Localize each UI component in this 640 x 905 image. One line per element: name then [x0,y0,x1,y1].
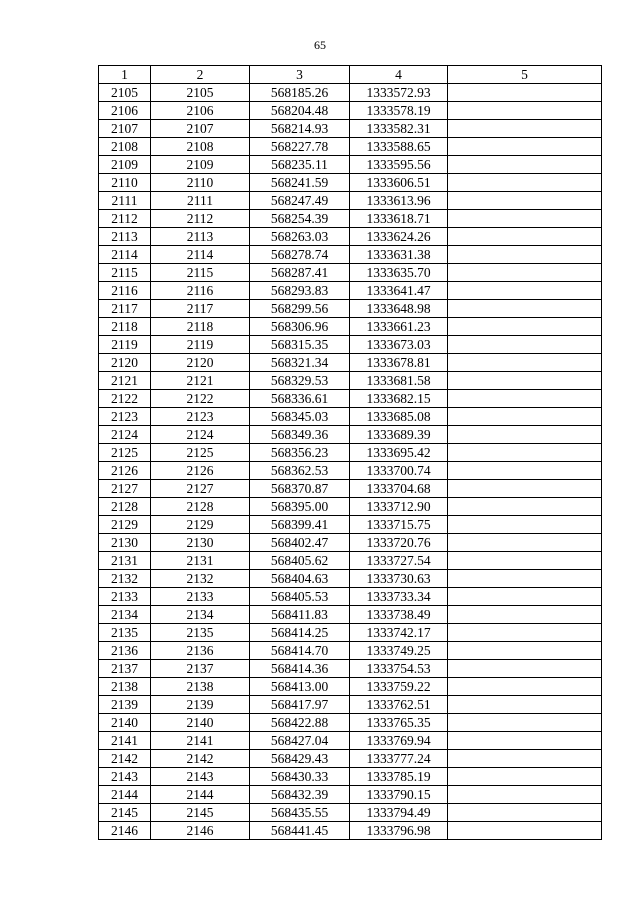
table-cell [448,822,602,840]
table-cell [448,282,602,300]
table-row [99,498,602,516]
table-cell: 2124 [99,426,151,444]
table-cell: 2134 [99,606,151,624]
table-cell: 568405.53 [250,588,350,606]
table-cell: 2121 [99,372,151,390]
table-row [99,462,602,480]
table-cell: 2131 [151,552,250,570]
column-header: 5 [448,66,602,84]
table-cell [448,570,602,588]
table-cell: 1333613.96 [350,192,448,210]
table-cell: 2131 [99,552,151,570]
table-cell [448,372,602,390]
table-cell: 2113 [99,228,151,246]
table-cell: 568356.23 [250,444,350,462]
table-cell: 1333572.93 [350,84,448,102]
table-cell: 568336.61 [250,390,350,408]
table-cell [448,750,602,768]
table-cell: 1333606.51 [350,174,448,192]
table-row [99,570,602,588]
table-cell: 1333648.98 [350,300,448,318]
table-cell: 2146 [151,822,250,840]
table-cell: 568235.11 [250,156,350,174]
table-cell: 1333685.08 [350,408,448,426]
table-cell [448,354,602,372]
table-cell: 1333673.03 [350,336,448,354]
table-cell: 2111 [151,192,250,210]
table-cell: 2141 [99,732,151,750]
table-cell: 1333762.51 [350,696,448,714]
table-row [99,300,602,318]
table-cell [448,768,602,786]
table-row [99,822,602,840]
table-cell: 1333754.53 [350,660,448,678]
table-cell: 2106 [151,102,250,120]
table-cell: 2129 [151,516,250,534]
table-cell: 1333595.56 [350,156,448,174]
table-cell: 2110 [151,174,250,192]
table-cell: 1333715.75 [350,516,448,534]
table-cell: 568349.36 [250,426,350,444]
table-cell [448,408,602,426]
table-cell: 2146 [99,822,151,840]
table-row [99,84,602,102]
table-cell [448,156,602,174]
table-row [99,696,602,714]
table-cell: 568414.25 [250,624,350,642]
table-cell: 1333635.70 [350,264,448,282]
column-header: 1 [99,66,151,84]
table-row [99,246,602,264]
table-row [99,354,602,372]
table-cell: 2140 [99,714,151,732]
table-cell: 568395.00 [250,498,350,516]
table-cell: 2125 [99,444,151,462]
table-cell: 2125 [151,444,250,462]
table-cell: 1333727.54 [350,552,448,570]
table-cell [448,138,602,156]
table-cell: 1333790.15 [350,786,448,804]
table-row [99,102,602,120]
table-cell: 2113 [151,228,250,246]
table-cell: 2105 [151,84,250,102]
column-header: 2 [151,66,250,84]
table-cell: 2127 [151,480,250,498]
table-cell: 2117 [99,300,151,318]
table-cell: 568362.53 [250,462,350,480]
table-cell: 568430.33 [250,768,350,786]
table-cell: 2119 [151,336,250,354]
table-cell [448,696,602,714]
table-cell: 2109 [151,156,250,174]
table-cell: 2143 [99,768,151,786]
table-cell: 2112 [99,210,151,228]
table-cell: 1333796.98 [350,822,448,840]
table-cell: 1333733.34 [350,588,448,606]
table-cell: 568435.55 [250,804,350,822]
table-cell: 1333578.19 [350,102,448,120]
table-cell [448,534,602,552]
table-cell: 1333720.76 [350,534,448,552]
table-cell: 2123 [151,408,250,426]
table-cell: 1333681.58 [350,372,448,390]
table-cell: 1333618.71 [350,210,448,228]
table-cell: 568204.48 [250,102,350,120]
table-cell [448,300,602,318]
table-cell: 1333678.81 [350,354,448,372]
table-cell: 1333624.26 [350,228,448,246]
table-row [99,642,602,660]
table-cell: 568306.96 [250,318,350,336]
table-row [99,138,602,156]
table-cell: 2135 [99,624,151,642]
table-cell: 568263.03 [250,228,350,246]
table-cell: 2139 [151,696,250,714]
table-cell [448,462,602,480]
table-row [99,768,602,786]
table-row [99,408,602,426]
table-cell [448,678,602,696]
table-cell: 2114 [151,246,250,264]
table-cell: 2142 [99,750,151,768]
table-cell [448,426,602,444]
table-cell: 2110 [99,174,151,192]
table-cell: 1333682.15 [350,390,448,408]
table-cell: 1333738.49 [350,606,448,624]
table-cell [448,246,602,264]
table-cell: 568247.49 [250,192,350,210]
table-cell [448,84,602,102]
table-cell: 2124 [151,426,250,444]
table-row [99,606,602,624]
table-cell: 2126 [99,462,151,480]
table-row [99,336,602,354]
table-cell: 2108 [99,138,151,156]
table-cell [448,444,602,462]
table-row [99,660,602,678]
table-cell: 568293.83 [250,282,350,300]
table-cell: 1333769.94 [350,732,448,750]
table-cell: 568241.59 [250,174,350,192]
table-cell: 568414.70 [250,642,350,660]
table-cell: 2134 [151,606,250,624]
table-cell: 1333582.31 [350,120,448,138]
table-cell: 2108 [151,138,250,156]
table-cell: 1333641.47 [350,282,448,300]
table-cell: 1333742.17 [350,624,448,642]
table-cell: 568422.88 [250,714,350,732]
table-cell: 2138 [99,678,151,696]
table-cell: 1333704.68 [350,480,448,498]
table-cell: 568429.43 [250,750,350,768]
table-cell: 2115 [99,264,151,282]
table-cell [448,552,602,570]
table-cell: 2127 [99,480,151,498]
table-body [99,84,602,840]
table-cell: 568414.36 [250,660,350,678]
table-cell [448,786,602,804]
table-cell: 1333777.24 [350,750,448,768]
table-row [99,444,602,462]
table-cell: 568402.47 [250,534,350,552]
table-cell: 2119 [99,336,151,354]
table-cell: 2136 [151,642,250,660]
table-cell: 2118 [99,318,151,336]
table-row [99,678,602,696]
table-row [99,120,602,138]
table-cell: 2138 [151,678,250,696]
table-cell: 568404.63 [250,570,350,588]
table-cell: 2141 [151,732,250,750]
table-cell: 2115 [151,264,250,282]
table-cell: 2135 [151,624,250,642]
table-cell [448,192,602,210]
table-cell [448,588,602,606]
table-row [99,282,602,300]
table-row [99,390,602,408]
table-cell: 568185.26 [250,84,350,102]
table-cell: 2142 [151,750,250,768]
table-cell: 2114 [99,246,151,264]
table-cell: 2130 [99,534,151,552]
table-cell: 2132 [99,570,151,588]
table-cell: 2133 [99,588,151,606]
table-cell: 2145 [99,804,151,822]
table-cell: 2117 [151,300,250,318]
table-cell [448,642,602,660]
table-cell: 568441.45 [250,822,350,840]
table-cell: 2122 [151,390,250,408]
table-cell [448,174,602,192]
table-row [99,318,602,336]
table-cell: 1333712.90 [350,498,448,516]
table-cell: 2128 [151,498,250,516]
table-cell [448,732,602,750]
table-row [99,156,602,174]
table-cell: 568214.93 [250,120,350,138]
table-cell: 1333588.65 [350,138,448,156]
table-cell: 1333730.63 [350,570,448,588]
table-cell: 568417.97 [250,696,350,714]
table-row [99,228,602,246]
table-cell: 568278.74 [250,246,350,264]
table-cell: 2137 [99,660,151,678]
table-cell: 2126 [151,462,250,480]
table-header-row [99,66,602,84]
column-header: 4 [350,66,448,84]
table-cell: 2133 [151,588,250,606]
table-cell: 2123 [99,408,151,426]
table-row [99,732,602,750]
table-cell [448,804,602,822]
table-cell: 2106 [99,102,151,120]
table-cell: 2116 [151,282,250,300]
column-header: 3 [250,66,350,84]
table-cell: 568370.87 [250,480,350,498]
table-cell: 2122 [99,390,151,408]
table-cell: 2121 [151,372,250,390]
table-cell: 2143 [151,768,250,786]
table-cell: 568405.62 [250,552,350,570]
table-cell: 568321.34 [250,354,350,372]
table-row [99,210,602,228]
table-row [99,480,602,498]
table-cell [448,714,602,732]
table-cell [448,516,602,534]
table-cell: 1333765.35 [350,714,448,732]
table-cell [448,660,602,678]
table-row [99,426,602,444]
table-row [99,372,602,390]
table-row [99,624,602,642]
table-cell: 568329.53 [250,372,350,390]
table-cell: 2105 [99,84,151,102]
table-cell [448,606,602,624]
table-row [99,804,602,822]
table-cell: 2116 [99,282,151,300]
table-cell: 2112 [151,210,250,228]
table-cell: 1333700.74 [350,462,448,480]
table-cell: 2145 [151,804,250,822]
table-cell [448,264,602,282]
table-cell: 568345.03 [250,408,350,426]
table-cell: 2129 [99,516,151,534]
table-cell [448,120,602,138]
table-cell [448,336,602,354]
table-row [99,192,602,210]
table-cell: 568254.39 [250,210,350,228]
table-cell: 2109 [99,156,151,174]
table-cell: 1333661.23 [350,318,448,336]
table-row [99,786,602,804]
table-cell: 1333759.22 [350,678,448,696]
coordinates-table [98,65,602,840]
table-cell: 568287.41 [250,264,350,282]
table-cell: 2140 [151,714,250,732]
table-cell: 568399.41 [250,516,350,534]
table-cell: 2118 [151,318,250,336]
table-cell [448,102,602,120]
table-cell: 1333794.49 [350,804,448,822]
table-row [99,174,602,192]
table-cell: 568432.39 [250,786,350,804]
table-cell [448,318,602,336]
table-cell: 568227.78 [250,138,350,156]
table-cell: 568427.04 [250,732,350,750]
table-cell: 2144 [151,786,250,804]
table-cell: 2130 [151,534,250,552]
table-cell: 2111 [99,192,151,210]
table-row [99,534,602,552]
table-cell: 1333785.19 [350,768,448,786]
table-cell [448,228,602,246]
page-number: 65 [314,38,326,52]
table-cell: 2107 [151,120,250,138]
table-cell: 2137 [151,660,250,678]
table-cell [448,624,602,642]
table-cell: 2136 [99,642,151,660]
table-cell: 1333631.38 [350,246,448,264]
table-cell: 2128 [99,498,151,516]
table-row [99,714,602,732]
table-cell [448,480,602,498]
table-cell: 1333749.25 [350,642,448,660]
table-cell [448,390,602,408]
table-cell [448,498,602,516]
table-cell: 2132 [151,570,250,588]
table-cell: 1333695.42 [350,444,448,462]
table-cell: 568411.83 [250,606,350,624]
table-row [99,552,602,570]
table-cell: 568299.56 [250,300,350,318]
table-row [99,264,602,282]
table-cell: 2120 [151,354,250,372]
table-cell: 2139 [99,696,151,714]
table-row [99,750,602,768]
table-cell [448,210,602,228]
table-row [99,516,602,534]
table-cell: 568413.00 [250,678,350,696]
table-cell: 1333689.39 [350,426,448,444]
table-row [99,588,602,606]
table-cell: 2144 [99,786,151,804]
table-cell: 2107 [99,120,151,138]
table-cell: 2120 [99,354,151,372]
table-cell: 568315.35 [250,336,350,354]
